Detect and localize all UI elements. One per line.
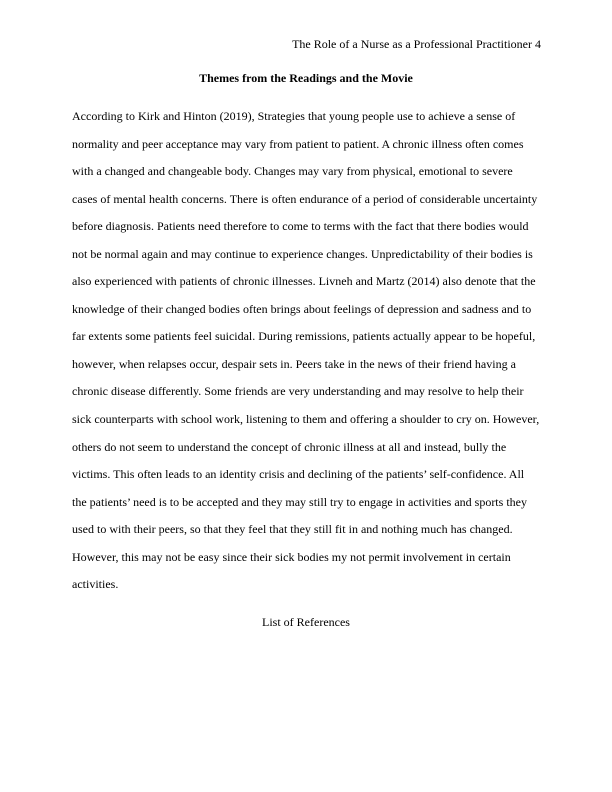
references-heading: List of References bbox=[262, 615, 350, 629]
body-line: far extents some patients feel suicidal. During remissions, patients actually appear to be hopeful, bbox=[72, 329, 536, 344]
body-line: chronic disease differently. Some friends are very understanding and may resolve to help their bbox=[72, 384, 524, 399]
running-head: The Role of a Nurse as a Professional Practitioner 4 bbox=[292, 37, 541, 51]
body-line: others do not seem to understand the concept of chronic illness at all and instead, bully the bbox=[72, 439, 507, 454]
body-line: sick counterparts with school work, listening to them and offering a shoulder to cry on. However, bbox=[72, 412, 540, 427]
body-line: knowledge of their changed bodies often brings about feelings of depression and sadness and to bbox=[72, 301, 532, 316]
body-line: According to Kirk and Hinton (2019), Strategies that young people use to achieve a sense of bbox=[72, 109, 516, 123]
body-line: However, this may not be easy since their sick bodies my not permit involvement in certain bbox=[72, 549, 511, 564]
section-title: Themes from the Readings and the Movie bbox=[199, 71, 413, 85]
body-line: normality and peer acceptance may vary from patient to patient. A chronic illness often comes bbox=[72, 136, 524, 151]
body-line: the patients’ need is to be accepted and they may still try to engage in activities and sports they bbox=[72, 494, 527, 509]
body-line: not be normal again and may continue to experience changes. Unpredictability of their bodies is bbox=[72, 246, 533, 261]
body-line: victims. This often leads to an identity crisis and declining of the patients’ self-confidence. All bbox=[72, 467, 525, 482]
body-paragraph bbox=[72, 109, 542, 605]
body-line: with a changed and changeable body. Changes may vary from physical, emotional to severe bbox=[72, 164, 513, 179]
body-line: also experienced with patients of chronic illnesses. Livneh and Martz (2014) also denote that the bbox=[72, 274, 536, 289]
body-line: cases of mental health concerns. There is often endurance of a period of considerable uncertainty bbox=[72, 191, 538, 206]
body-line: before diagnosis. Patients need therefore to come to terms with the fact that there bodies would bbox=[72, 219, 529, 234]
body-line: used to with their peers, so that they feel that they still fit in and nothing much has changed. bbox=[72, 522, 513, 537]
body-line: activities. bbox=[72, 577, 119, 592]
body-line: however, when relapses occur, despair sets in. Peers take in the news of their friend having a bbox=[72, 356, 516, 371]
